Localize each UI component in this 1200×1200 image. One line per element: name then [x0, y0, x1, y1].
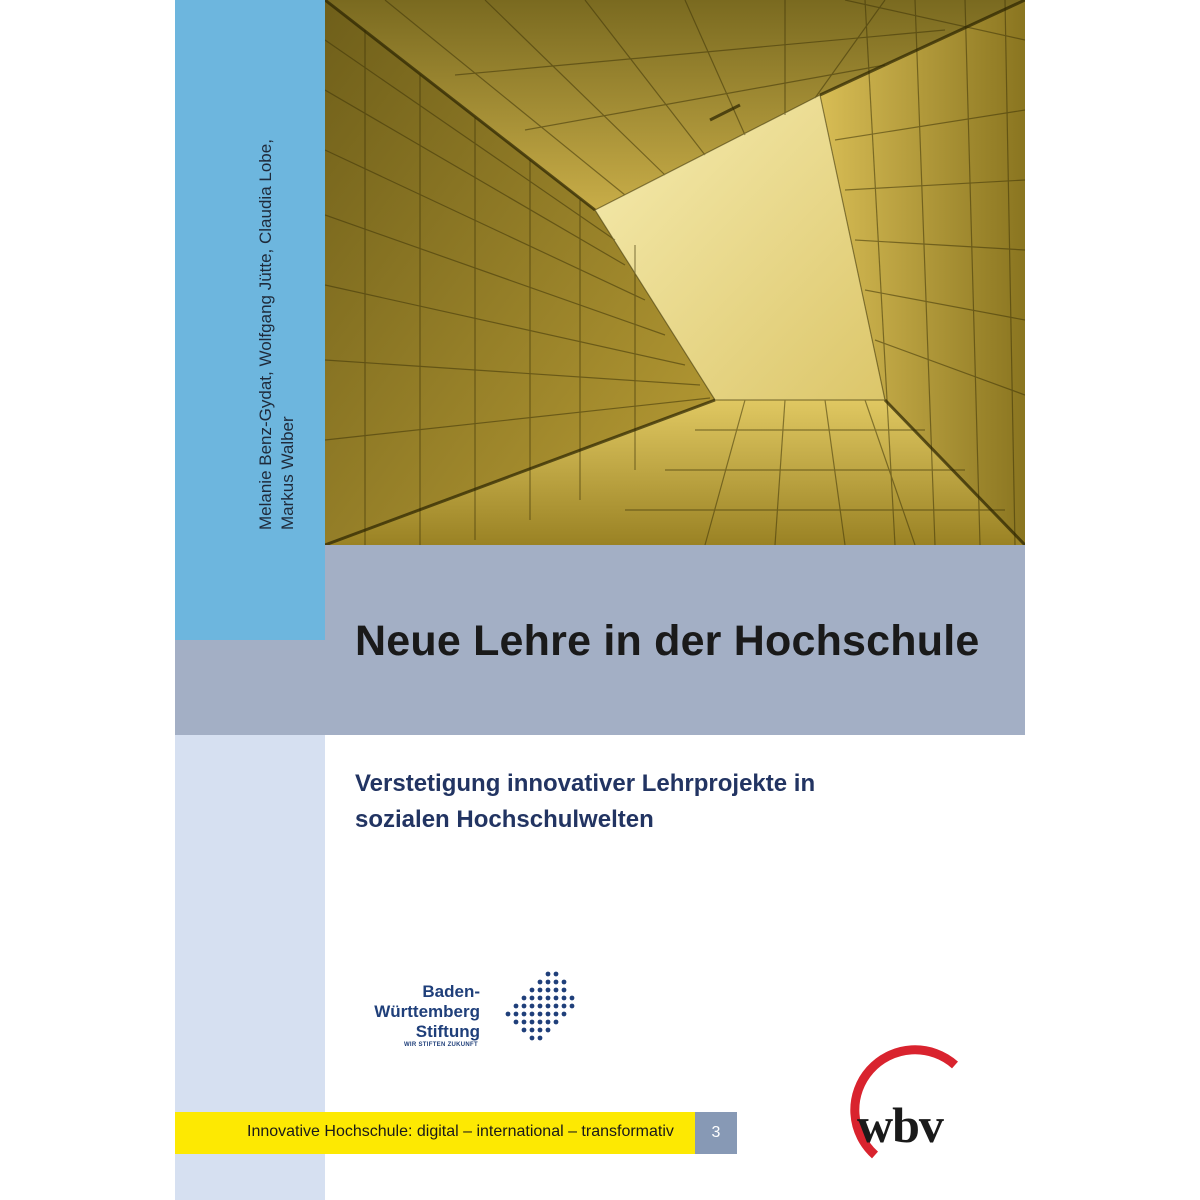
logo-tagline: WIR STIFTEN ZUKUNFT: [403, 1042, 478, 1048]
logo-line-1: Baden-: [422, 982, 480, 1001]
logo-line-2: Württemberg: [374, 1002, 480, 1021]
book-title: Neue Lehre in der Hochschule: [355, 617, 980, 665]
authors-line-1: Melanie Benz-Gydat, Wolfgang Jütte, Claudia Lobe,: [256, 139, 275, 530]
title-band-blue-cap: [175, 545, 325, 640]
bw-stiftung-logo: [340, 968, 590, 1048]
logo-wordmark: [374, 982, 480, 1042]
atrium-photo: [325, 0, 1025, 545]
authors: [255, 110, 299, 530]
series-title: Innovative Hochschule: digital – international – transformativ: [247, 1123, 674, 1140]
book-cover: [175, 0, 1025, 1200]
logo-line-3: Stiftung: [415, 1022, 480, 1041]
series-number: 3: [695, 1112, 737, 1154]
left-blue-strip: [175, 0, 325, 640]
book-subtitle: Verstetigung innovativer Lehrprojekte in sozialen Hochschulwelten: [355, 770, 816, 833]
dot-grid-icon: [490, 968, 590, 1048]
cover-photo: [325, 0, 1025, 545]
publisher-logo: wbv: [857, 1097, 943, 1153]
authors-line-2: Markus Walber: [278, 416, 297, 530]
